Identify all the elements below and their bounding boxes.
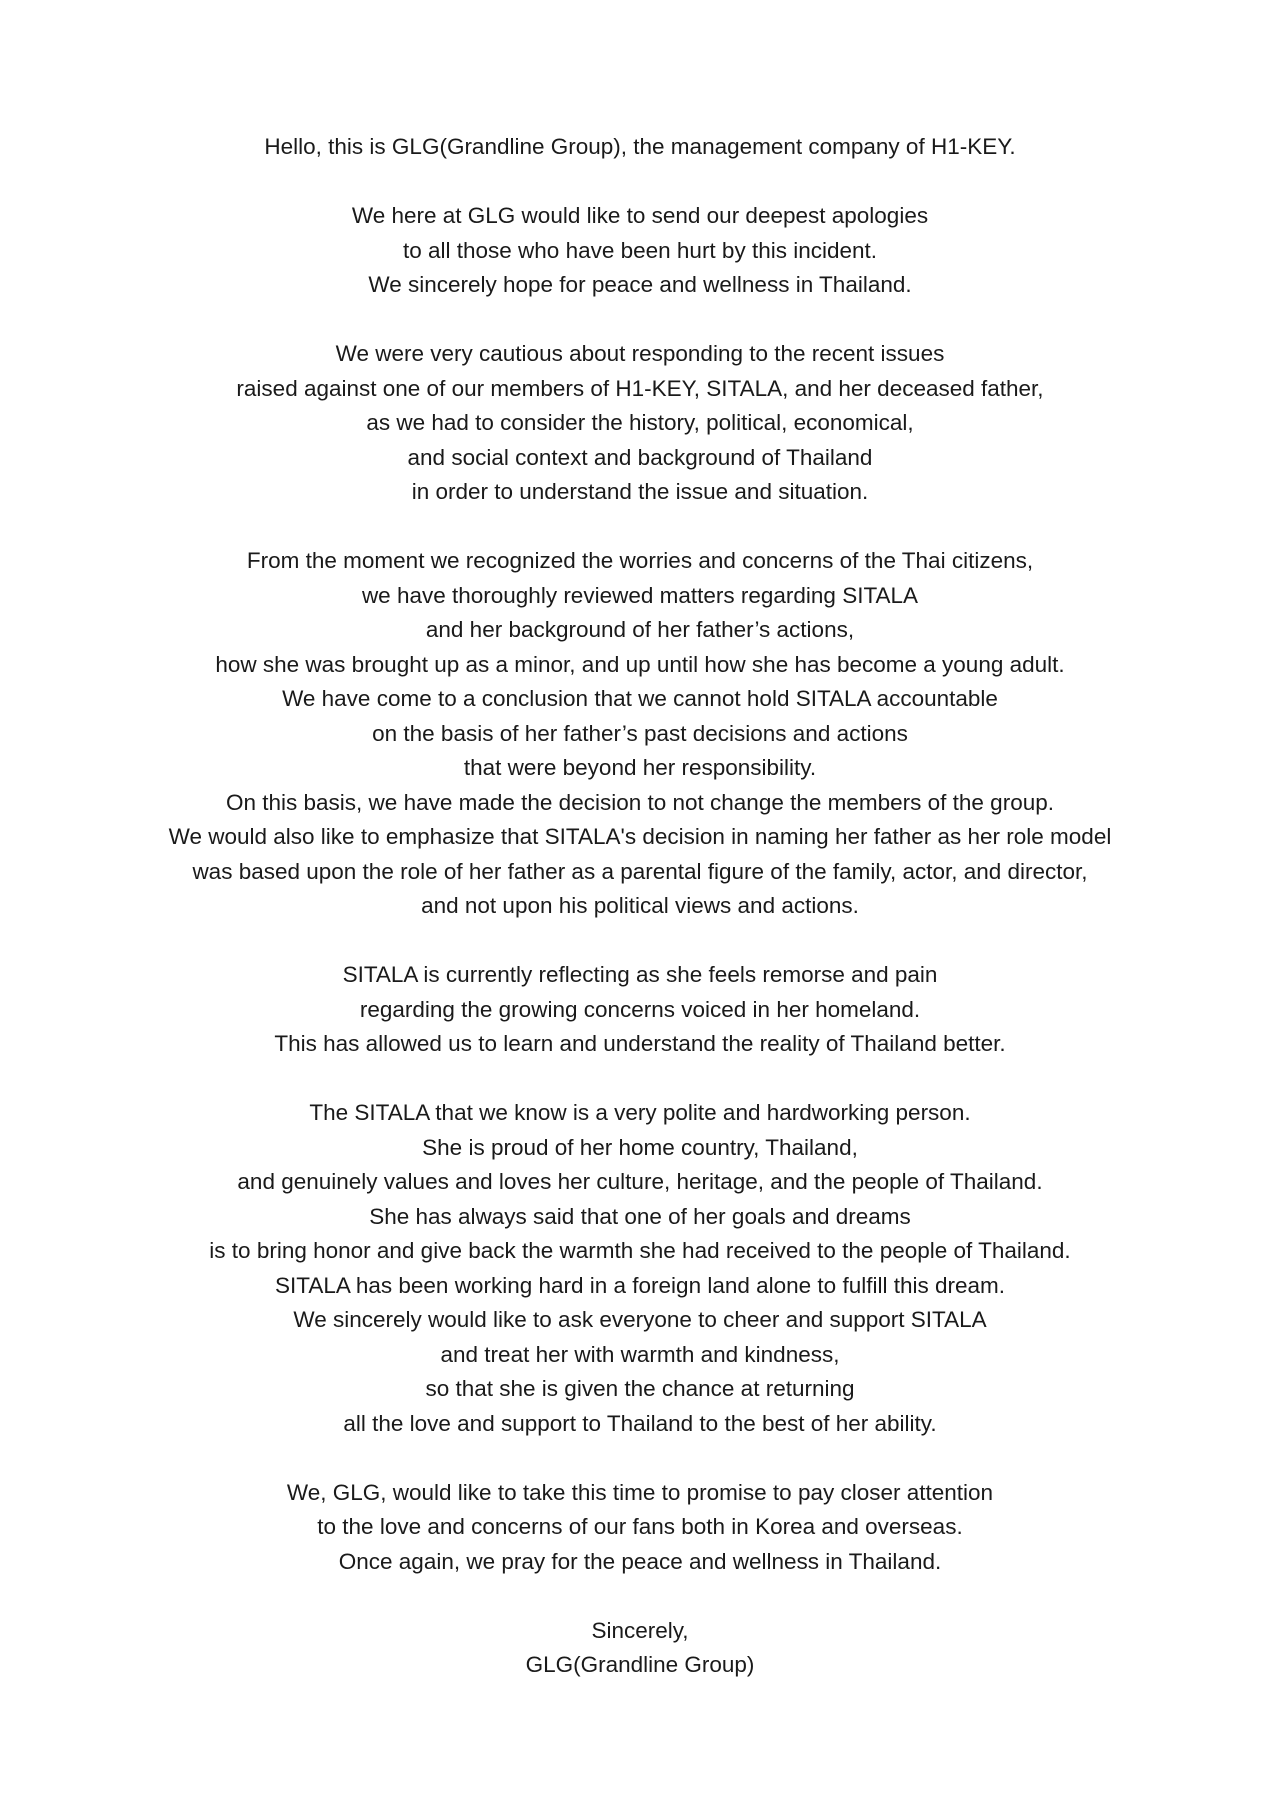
caution-line: in order to understand the issue and situation.	[411, 479, 869, 504]
support-line: We sincerely would like to ask everyone to cheer and support SITALA	[293, 1307, 987, 1332]
paragraph-support	[0, 1096, 1280, 1441]
decision-line: We have come to a conclusion that we cannot hold SITALA accountable	[282, 686, 998, 711]
signoff	[0, 1614, 1280, 1683]
paragraph-decision	[0, 544, 1280, 924]
decision-line: how she was brought up as a minor, and up until how she has become a young adult.	[215, 651, 1065, 677]
support-line: is to bring honor and give back the warmth she had received to the people of Thailand.	[209, 1238, 1071, 1263]
support-line: She has always said that one of her goals and dreams	[369, 1203, 911, 1229]
caution-line: as we had to consider the history, political, economical,	[366, 410, 914, 435]
decision-line: and not upon his political views and actions.	[421, 893, 859, 918]
reflection-line: SITALA is currently reflecting as she feels remorse and pain	[342, 962, 938, 987]
decision-line: we have thoroughly reviewed matters regarding SITALA	[361, 582, 919, 608]
caution-line: and social context and background of Thailand	[407, 444, 873, 470]
decision-line: We would also like to emphasize that SITALA's decision in naming her father as her role model	[168, 824, 1112, 849]
decision-line: was based upon the role of her father as a parental figure of the family, actor, and director,	[192, 858, 1088, 884]
apology-line: We here at GLG would like to send our deepest apologies	[351, 203, 929, 228]
paragraph-reflection	[0, 958, 1280, 1062]
decision-line: From the moment we recognized the worries and concerns of the Thai citizens,	[246, 548, 1034, 573]
support-line: She is proud of her home country, Thailand,	[422, 1134, 858, 1160]
decision-line: on the basis of her father’s past decisions and actions	[372, 720, 908, 746]
paragraph-intro	[0, 130, 1280, 165]
support-line: SITALA has been working hard in a foreign land alone to fulfill this dream.	[274, 1272, 1005, 1298]
support-line: and treat her with warmth and kindness,	[440, 1341, 840, 1367]
statement-body	[0, 130, 1280, 1683]
support-line: all the love and support to Thailand to the best of her ability.	[343, 1410, 937, 1436]
promise-line: to the love and concerns of our fans both in Korea and overseas.	[317, 1514, 963, 1539]
decision-line: and her background of her father’s actions,	[425, 617, 855, 642]
caution-line: We were very cautious about responding to the recent issues	[335, 341, 945, 366]
signature-text: GLG(Grandline Group)	[525, 1652, 755, 1677]
decision-line: On this basis, we have made the decision to not change the members of the group.	[226, 789, 1054, 815]
caution-line: raised against one of our members of H1-KEY, SITALA, and her deceased father,	[236, 375, 1044, 401]
decision-line: that were beyond her responsibility.	[463, 755, 817, 780]
support-line: so that she is given the chance at returning	[425, 1376, 855, 1401]
closing-text: Sincerely,	[591, 1617, 689, 1643]
paragraph-promise	[0, 1476, 1280, 1580]
support-line: and genuinely values and loves her culture, heritage, and the people of Thailand.	[237, 1169, 1043, 1194]
reflection-line: regarding the growing concerns voiced in her homeland.	[359, 996, 921, 1022]
paragraph-caution	[0, 337, 1280, 510]
intro-line: Hello, this is GLG(Grandline Group), the management company of H1-KEY.	[264, 134, 1016, 159]
promise-line: Once again, we pray for the peace and wellness in Thailand.	[338, 1548, 942, 1574]
apology-line: to all those who have been hurt by this incident.	[402, 237, 878, 263]
apology-line: We sincerely hope for peace and wellness in Thailand.	[368, 272, 912, 297]
promise-line: We, GLG, would like to take this time to promise to pay closer attention	[286, 1479, 994, 1505]
paragraph-apology	[0, 199, 1280, 303]
reflection-line: This has allowed us to learn and understand the reality of Thailand better.	[274, 1031, 1006, 1056]
support-line: The SITALA that we know is a very polite and hardworking person.	[309, 1100, 971, 1125]
